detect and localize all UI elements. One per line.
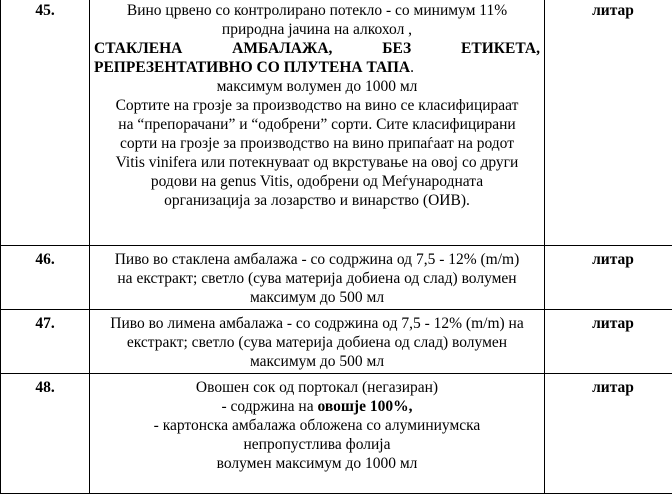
table-row (1, 310, 672, 374)
row-description (90, 374, 545, 494)
row-number: 46. (1, 246, 90, 310)
desc-volume: максимум волумен до 1000 мл (94, 77, 540, 96)
row-description (90, 0, 545, 246)
desc-line: волумен максимум до 1000 мл (94, 454, 540, 473)
row-unit: литар (545, 246, 672, 310)
desc-line: Пиво во лимена амбалажа - со содржина од 7,5 - 12% (m/m) на (94, 314, 540, 333)
desc-line: - содржина на (222, 398, 318, 415)
desc-bold-line: СТАКЛЕНА АМБАЛАЖА, БЕЗ ЕТИКЕТА, (94, 39, 540, 58)
row-number: 45. (1, 0, 90, 246)
desc-line: на “препорачани” и “одобрени” сорти. Сите класифицирани (94, 115, 540, 134)
desc-line: непропустлива фолија (94, 435, 540, 454)
desc-period: . (410, 59, 414, 76)
desc-line: родови на genus Vitis, одобрени од Меѓународната (94, 172, 540, 191)
table-row (1, 0, 672, 246)
row-number: 47. (1, 310, 90, 374)
row-unit: литар (545, 374, 672, 494)
desc-line: сорти на грозје за производство на вино припаѓаат на родот (94, 134, 540, 153)
desc-line: максимум до 500 мл (94, 288, 540, 307)
desc-line: Вино црвено со контролирано потекло - со минимум 11% (94, 1, 540, 20)
desc-line: Сортите на грозје за производство на вино се класифицираат (94, 96, 540, 115)
desc-bold-line: РЕПРЕЗЕНТАТИВНО СО ПЛУТЕНА ТАПА (94, 59, 410, 76)
desc-line: природна јачина на алкохол , (94, 20, 540, 39)
table-row (1, 374, 672, 494)
desc-line: Пиво во стаклена амбалажа - со содржина од 7,5 - 12% (m/m) (94, 250, 540, 269)
desc-line: Vitis vinifera или потекнуваат од вкрстување на овој со други (94, 153, 540, 172)
desc-bold-line-wrap (94, 58, 540, 77)
row-number: 48. (1, 374, 90, 494)
row-unit: литар (545, 0, 672, 246)
desc-line: организација за лозарство и винарство (ОИВ). (94, 191, 540, 210)
desc-line-wrap (94, 397, 540, 416)
table-row (1, 246, 672, 310)
desc-line: на екстракт; светло (сува материја добиена од слад) волумен (94, 269, 540, 288)
row-unit: литар (545, 310, 672, 374)
desc-line: - картонска амбалажа обложена со алуминиумска (94, 416, 540, 435)
desc-line: екстракт; светло (сува материја добиена од слад) волумен (94, 333, 540, 352)
desc-line: максимум до 500 мл (94, 352, 540, 371)
row-description (90, 310, 545, 374)
row-description (90, 246, 545, 310)
desc-line: Овошен сок од портокал (негазиран) (94, 378, 540, 397)
desc-bold-text: овошје 100%, (317, 398, 412, 415)
